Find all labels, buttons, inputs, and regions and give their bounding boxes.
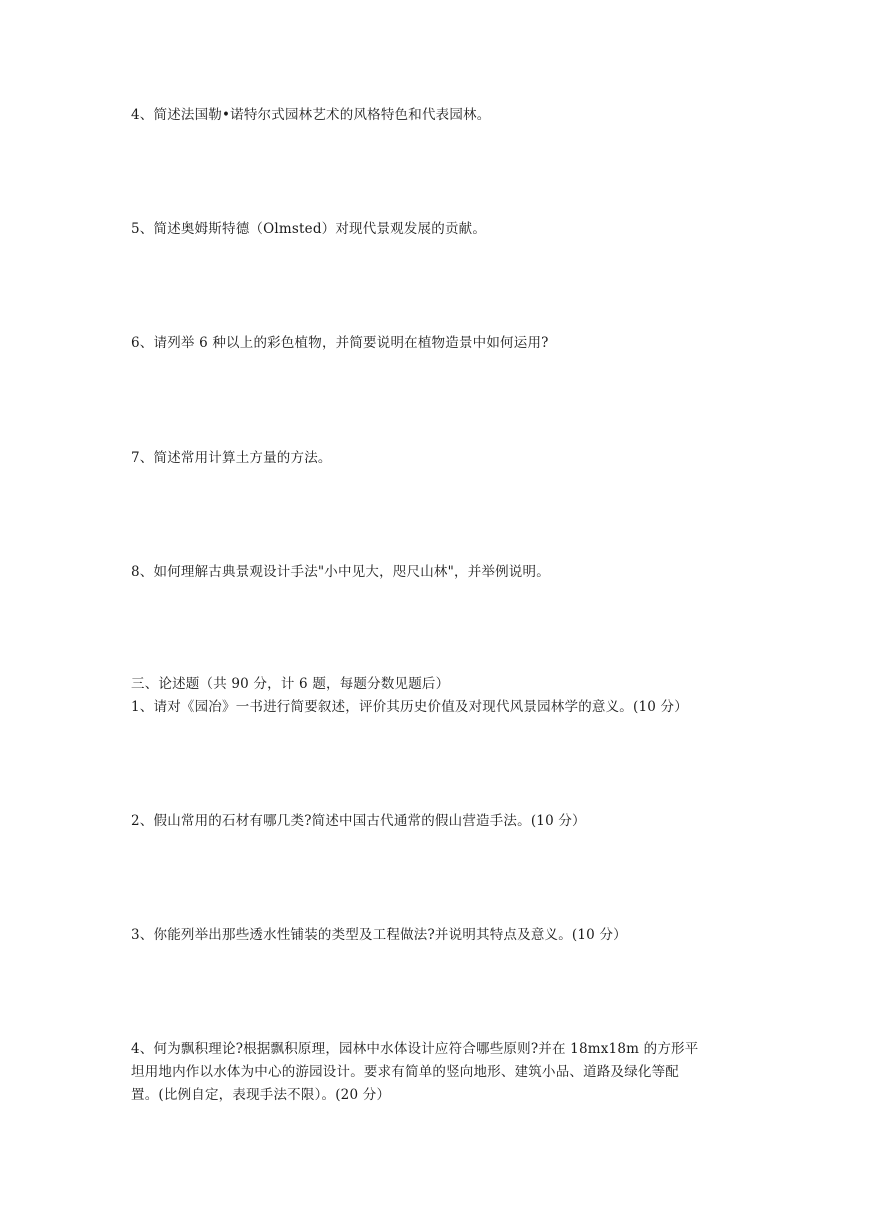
question-2-7: 7、简述常用计算土方量的方法。 [131, 450, 332, 466]
question-2-6: 6、请列举 6 种以上的彩色植物，并简要说明在植物造景中如何运用? [131, 335, 549, 351]
question-2-5: 5、简述奥姆斯特德（Olmsted）对现代景观发展的贡献。 [131, 221, 487, 237]
question-2-4: 4、简述法国勒•诺特尔式园林艺术的风格特色和代表园林。 [131, 107, 491, 123]
question-3-4-line-2: 坦用地内作以水体为中心的游园设计。要求有简单的竖向地形、建筑小品、道路及绿化等配 [131, 1064, 679, 1080]
question-3-4-line-1: 4、何为飘积理论?根据飘积原理，园林中水体设计应符合哪些原则?并在 18mx18m 的方形平 [131, 1041, 699, 1057]
section-3-heading: 三、论述题（共 90 分，计 6 题，每题分数见题后） [131, 676, 450, 692]
question-2-8: 8、如何理解古典景观设计手法"小中见大，咫尺山林"，并举例说明。 [131, 564, 550, 580]
question-3-3: 3、你能列举出那些透水性铺装的类型及工程做法?并说明其特点及意义。(10 分） [131, 927, 627, 943]
question-3-2: 2、假山常用的石材有哪几类?简述中国古代通常的假山营造手法。(10 分） [131, 813, 586, 829]
question-3-1: 1、请对《园冶》一书进行简要叙述，评价其历史价值及对现代风景园林学的意义。(10 分） [131, 699, 688, 715]
question-3-4-line-3: 置。(比例自定，表现手法不限）。(20 分） [131, 1087, 391, 1103]
